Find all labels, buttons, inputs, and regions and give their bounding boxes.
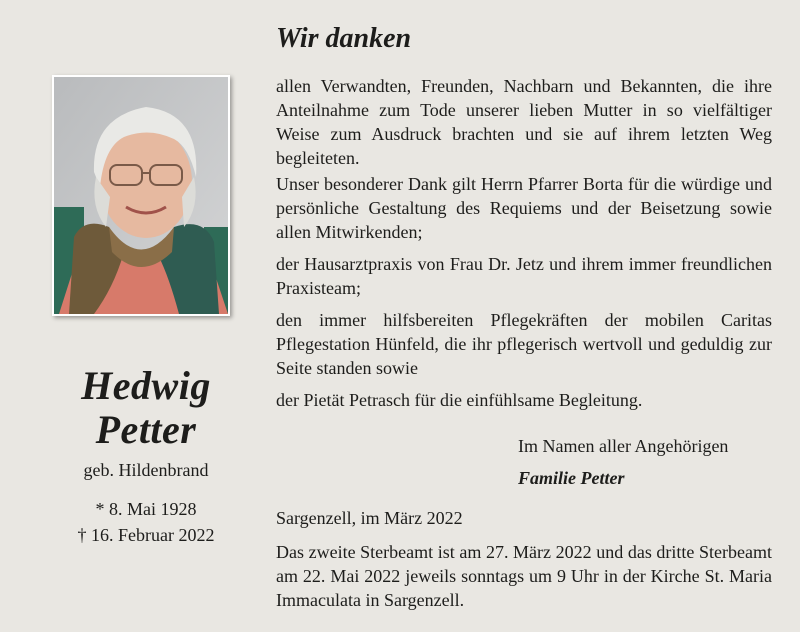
place-date: Sargenzell, im März 2022 bbox=[276, 508, 463, 528]
thanks-paragraph-caregivers: den immer hilfsbereiten Pflegekräften der mobilen Caritas Pflegestation Hünfeld, die ihr pflegerisch wertvoll und geduldig zur Seite standen sowie bbox=[276, 310, 772, 378]
portrait-illustration bbox=[54, 77, 228, 314]
thanks-paragraph-funeral-home: der Pietät Petrasch für die einfühlsame Begleitung. bbox=[276, 390, 643, 410]
death-date: † 16. Februar 2022 bbox=[77, 525, 215, 545]
thanks-paragraph-priest: Unser besonderer Dank gilt Herrn Pfarrer Borta für die würdige und persönliche Gestaltung des Requiems und der Beisetzung sowie allen Mitwirkenden; bbox=[276, 174, 772, 242]
signature-line: Im Namen aller Angehörigen bbox=[518, 436, 729, 456]
signature-family: Familie Petter bbox=[518, 468, 625, 488]
deceased-first-name: Hedwig bbox=[81, 363, 211, 408]
service-info: Das zweite Sterbeamt ist am 27. März 2022 und das dritte Sterbeamt am 22. Mai 2022 jeweils sonntags um 9 Uhr in der Kirche St. Maria Immaculata in Sargenzell. bbox=[276, 542, 772, 610]
birth-date: * 8. Mai 1928 bbox=[95, 499, 197, 519]
maiden-name: geb. Hildenbrand bbox=[83, 460, 209, 480]
thanks-paragraph-relatives: allen Verwandten, Freunden, Nachbarn und Bekannten, die ihre Anteilnahme zum Tode unserer lieben Mutter in so vielfältiger Weise zum Ausdruck brachten und sie auf ihrem letzten Weg begleiteten. bbox=[276, 76, 772, 168]
deceased-last-name: Petter bbox=[95, 407, 197, 452]
deceased-column bbox=[30, 0, 262, 632]
portrait-photo-icon bbox=[52, 75, 230, 316]
thanks-paragraph-doctor: der Hausarztpraxis von Frau Dr. Jetz und ihrem immer freundlichen Praxisteam; bbox=[276, 254, 772, 298]
thanks-heading: Wir danken bbox=[276, 23, 412, 54]
